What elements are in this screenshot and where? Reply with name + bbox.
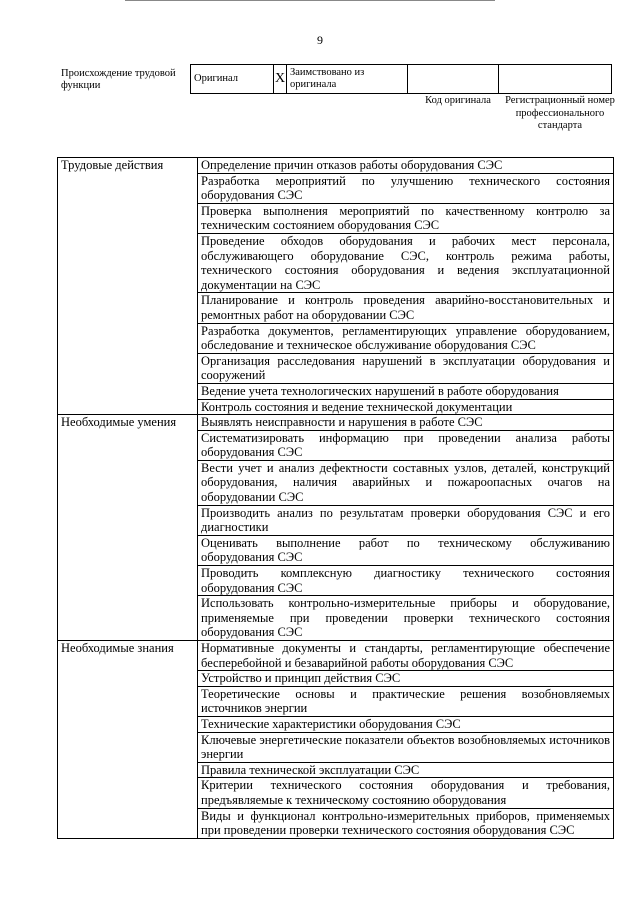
table-cell: Контроль состояния и ведение технической документации <box>198 399 614 415</box>
table-cell: Вести учет и анализ дефектности составных узлов, деталей, конструкций оборудования, наличия аварийных и пожароопасных очагов на оборудовании СЭС <box>198 460 614 505</box>
reg-caption: Регистрационный номер профессионального стандарта <box>505 95 615 131</box>
table-cell: Разработка документов, регламентирующих управление оборудованием, обследование и техническое обслуживание оборудования СЭС <box>198 323 614 353</box>
code-cell <box>408 65 499 94</box>
table-cell: Технические характеристики оборудования СЭС <box>198 716 614 732</box>
table-cell: Проверка выполнения мероприятий по качественному контролю за техническим состоянием оборудования СЭС <box>198 203 614 233</box>
table-row <box>58 415 614 431</box>
table-cell: Планирование и контроль проведения аварийно-восстановительных и ремонтных работ на оборудовании СЭС <box>198 293 614 323</box>
function-table <box>57 157 614 839</box>
top-rule <box>125 0 495 1</box>
original-cell: Оригинал <box>191 65 274 94</box>
table-cell: Систематизировать информацию при проведении анализа работы оборудования СЭС <box>198 430 614 460</box>
table-cell: Разработка мероприятий по улучшению технического состояния оборудования СЭС <box>198 173 614 203</box>
code-caption: Код оригинала <box>425 95 491 106</box>
table-row <box>58 158 614 174</box>
original-mark: X <box>274 65 287 94</box>
table-cell: Оценивать выполнение работ по техническому обслуживанию оборудования СЭС <box>198 535 614 565</box>
table-cell: Виды и функционал контрольно-измерительных приборов, применяемых при проведении проверки технического состояния оборудования СЭС <box>198 808 614 838</box>
table-cell: Правила технической эксплуатации СЭС <box>198 762 614 778</box>
table-cell: Устройство и принцип действия СЭС <box>198 671 614 687</box>
table-cell: Критерии технического состояния оборудования и требования, предъявляемые к техническому состоянию оборудования <box>198 778 614 808</box>
table-cell: Производить анализ по результатам проверки оборудования СЭС и его диагностики <box>198 505 614 535</box>
table-cell: Использовать контрольно-измерительные приборы и оборудование, применяемые при проведении проверки технического состояния оборудования СЭС <box>198 596 614 641</box>
origin-table <box>190 64 612 94</box>
table-cell: Нормативные документы и стандарты, регламентирующие обеспечение бесперебойной и безаварийной работы оборудования СЭС <box>198 641 614 671</box>
table-cell: Определение причин отказов работы оборудования СЭС <box>198 158 614 174</box>
table-cell: Проводить комплексную диагностику технического состояния оборудования СЭС <box>198 566 614 596</box>
required-skills-label: Необходимые умения <box>58 415 198 641</box>
required-knowledge-label: Необходимые знания <box>58 641 198 839</box>
table-cell: Ключевые энергетические показатели объектов возобновляемых источников энергии <box>198 732 614 762</box>
table-cell: Организация расследования нарушений в эксплуатации оборудования и сооружений <box>198 353 614 383</box>
table-row <box>58 641 614 671</box>
table-cell: Выявлять неисправности и нарушения в работе СЭС <box>198 415 614 431</box>
borrowed-cell: Заимствовано из оригинала <box>287 65 408 94</box>
origin-label: Происхождение трудовой функции <box>61 68 176 91</box>
table-cell: Проведение обходов оборудования и рабочих мест персонала, обслуживающего оборудование СЭС, контроль режима работы, технического состояния оборудования и ведения эксплуатационной документации на СЭС <box>198 233 614 292</box>
table-cell: Теоретические основы и практические решения возобновляемых источников энергии <box>198 686 614 716</box>
labor-actions-label: Трудовые действия <box>58 158 198 415</box>
page-number: 9 <box>317 33 323 47</box>
reg-number-cell <box>499 65 612 94</box>
table-cell: Ведение учета технологических нарушений в работе оборудования <box>198 383 614 399</box>
